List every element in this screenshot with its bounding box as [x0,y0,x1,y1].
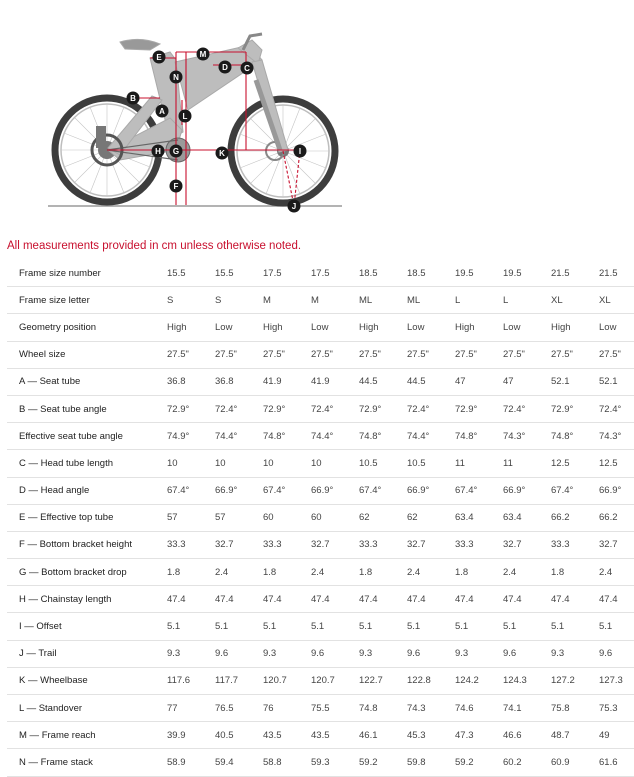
table-cell: 74.8° [539,423,587,450]
table-row [7,341,634,368]
table-row [7,423,634,450]
svg-text:B: B [130,94,136,103]
table-cell: 9.6 [299,640,347,667]
svg-text:N: N [173,73,179,82]
table-cell: High [443,314,491,341]
table-cell: 1.8 [443,559,491,586]
marker-c [241,62,254,75]
table-cell: L [491,287,539,314]
row-label: Effective seat tube angle [7,423,155,450]
table-cell: 66.9° [587,477,634,504]
table-cell: 47.4 [299,586,347,613]
table-cell: 74.4° [203,423,251,450]
table-cell: 44.5 [395,368,443,395]
table-row [7,640,634,667]
marker-k [216,147,229,160]
marker-m [197,48,210,61]
table-cell: 75.5 [299,695,347,722]
table-cell: 27.5" [251,341,299,368]
table-cell: 40.5 [203,722,251,749]
table-cell: 32.7 [491,531,539,558]
table-cell: 2.4 [587,559,634,586]
table-cell: 120.7 [299,667,347,694]
table-cell: 33.3 [347,531,395,558]
table-row [7,504,634,531]
table-cell: 72.9° [347,395,395,422]
marker-d [219,61,232,74]
table-cell: 18.5 [395,260,443,287]
row-label: F — Bottom bracket height [7,531,155,558]
table-cell: 2.4 [395,559,443,586]
table-cell: 74.4° [299,423,347,450]
table-cell: 5.1 [443,613,491,640]
table-cell: 9.6 [587,640,634,667]
table-cell: 74.4° [395,423,443,450]
row-label: K — Wheelbase [7,667,155,694]
row-label: M — Frame reach [7,722,155,749]
svg-text:C: C [244,64,250,73]
row-label: A — Seat tube [7,368,155,395]
table-cell: 10.5 [347,450,395,477]
table-cell: 5.1 [203,613,251,640]
table-cell: 10 [251,450,299,477]
table-cell: 59.2 [443,749,491,776]
table-cell: 74.3° [587,423,634,450]
table-cell: 72.4° [299,395,347,422]
table-cell: 9.6 [491,640,539,667]
table-cell: 9.3 [155,640,203,667]
table-cell: 72.9° [443,395,491,422]
table-cell: 120.7 [251,667,299,694]
units-note: All measurements provided in cm unless otherwise noted. [7,240,302,252]
table-cell: 75.8 [539,695,587,722]
marker-i [294,145,307,158]
geometry-table [7,260,634,777]
table-cell: 59.2 [347,749,395,776]
table-cell: ML [347,287,395,314]
table-cell: 12.5 [587,450,634,477]
row-label: I — Offset [7,613,155,640]
table-cell: L [443,287,491,314]
table-row [7,395,634,422]
table-cell: 1.8 [539,559,587,586]
table-cell: 32.7 [203,531,251,558]
table-row [7,450,634,477]
table-cell: 47.4 [251,586,299,613]
table-cell: 10.5 [395,450,443,477]
table-cell: 72.9° [251,395,299,422]
table-cell: Low [395,314,443,341]
table-cell: S [203,287,251,314]
table-cell: 63.4 [491,504,539,531]
svg-text:A: A [159,107,165,116]
row-label: C — Head tube length [7,450,155,477]
table-cell: 60 [299,504,347,531]
row-label: N — Frame stack [7,749,155,776]
table-cell: 5.1 [299,613,347,640]
table-cell: 47 [491,368,539,395]
table-row [7,613,634,640]
table-cell: 74.8 [347,695,395,722]
bike-illustration [0,0,634,232]
table-cell: 72.4° [203,395,251,422]
table-cell: 5.1 [491,613,539,640]
table-row [7,531,634,558]
table-cell: 47.4 [155,586,203,613]
table-cell: S [155,287,203,314]
geometry-table-body [7,260,634,776]
table-cell: 36.8 [203,368,251,395]
table-cell: 27.5" [203,341,251,368]
table-cell: 58.9 [155,749,203,776]
table-cell: 46.6 [491,722,539,749]
table-cell: 43.5 [299,722,347,749]
table-cell: 27.5" [155,341,203,368]
table-cell: 72.4° [491,395,539,422]
table-cell: 27.5" [395,341,443,368]
table-cell: 59.8 [395,749,443,776]
table-cell: M [299,287,347,314]
table-cell: 9.3 [443,640,491,667]
table-cell: 2.4 [299,559,347,586]
table-row [7,260,634,287]
svg-text:D: D [222,63,228,72]
table-row [7,667,634,694]
table-cell: 52.1 [539,368,587,395]
svg-text:F: F [173,182,179,191]
marker-e [153,51,166,64]
table-cell: 41.9 [251,368,299,395]
table-cell: 27.5" [299,341,347,368]
table-cell: XL [539,287,587,314]
table-cell: 47.4 [443,586,491,613]
table-cell: 63.4 [443,504,491,531]
table-row [7,287,634,314]
table-cell: 60.2 [491,749,539,776]
table-cell: 33.3 [443,531,491,558]
table-cell: 72.9° [539,395,587,422]
marker-j [288,200,301,213]
table-cell: 62 [347,504,395,531]
table-cell: 67.4° [155,477,203,504]
table-cell: 27.5" [443,341,491,368]
table-cell: 67.4° [251,477,299,504]
table-cell: 67.4° [443,477,491,504]
table-cell: 18.5 [347,260,395,287]
table-cell: 1.8 [347,559,395,586]
table-cell: 60.9 [539,749,587,776]
row-label: G — Bottom bracket drop [7,559,155,586]
table-cell: 47.3 [443,722,491,749]
table-cell: 9.3 [251,640,299,667]
table-cell: 66.9° [299,477,347,504]
table-row [7,314,634,341]
table-cell: 72.9° [155,395,203,422]
table-cell: 66.2 [539,504,587,531]
marker-g [170,145,183,158]
table-cell: 117.6 [155,667,203,694]
table-cell: 19.5 [443,260,491,287]
table-cell: 57 [203,504,251,531]
marker-h [152,145,165,158]
table-cell: 9.3 [539,640,587,667]
svg-text:H: H [155,147,161,156]
table-cell: 17.5 [251,260,299,287]
table-cell: M [251,287,299,314]
row-label: Geometry position [7,314,155,341]
table-cell: 124.2 [443,667,491,694]
table-cell: 124.3 [491,667,539,694]
table-cell: XL [587,287,634,314]
marker-l [179,110,192,123]
table-cell: 72.4° [395,395,443,422]
table-cell: High [347,314,395,341]
table-cell: 5.1 [395,613,443,640]
svg-text:M: M [199,50,207,59]
table-cell: 9.6 [395,640,443,667]
table-cell: 49 [587,722,634,749]
table-cell: 74.9° [155,423,203,450]
table-cell: 57 [155,504,203,531]
table-cell: 5.1 [587,613,634,640]
table-cell: 47.4 [491,586,539,613]
table-cell: 127.3 [587,667,634,694]
row-label: L — Standover [7,695,155,722]
marker-n [170,71,183,84]
svg-text:E: E [156,53,162,62]
table-cell: 122.7 [347,667,395,694]
table-cell: 117.7 [203,667,251,694]
table-cell: 5.1 [155,613,203,640]
table-cell: 66.9° [395,477,443,504]
table-cell: 45.3 [395,722,443,749]
table-cell: 47.4 [347,586,395,613]
table-cell: 33.3 [539,531,587,558]
row-label: Wheel size [7,341,155,368]
table-cell: 74.8° [347,423,395,450]
table-cell: 47.4 [539,586,587,613]
table-cell: 36.8 [155,368,203,395]
table-cell: 1.8 [155,559,203,586]
table-cell: 5.1 [251,613,299,640]
table-cell: 10 [299,450,347,477]
table-cell: 76.5 [203,695,251,722]
row-label: J — Trail [7,640,155,667]
row-label: D — Head angle [7,477,155,504]
svg-text:L: L [182,112,188,121]
table-cell: 33.3 [155,531,203,558]
table-cell: 43.5 [251,722,299,749]
marker-a [156,105,169,118]
table-cell: 32.7 [587,531,634,558]
table-cell: 5.1 [347,613,395,640]
table-cell: 27.5" [587,341,634,368]
table-cell: 74.1 [491,695,539,722]
table-cell: 33.3 [251,531,299,558]
table-cell: Low [587,314,634,341]
svg-text:J: J [291,202,297,211]
table-cell: Low [299,314,347,341]
table-cell: 32.7 [299,531,347,558]
table-row [7,559,634,586]
table-cell: 2.4 [491,559,539,586]
table-cell: 11 [491,450,539,477]
table-cell: 11 [443,450,491,477]
table-cell: ML [395,287,443,314]
table-cell: 75.3 [587,695,634,722]
table-row [7,368,634,395]
table-cell: 17.5 [299,260,347,287]
table-cell: 47.4 [395,586,443,613]
table-row [7,749,634,776]
row-label: Frame size number [7,260,155,287]
table-cell: 61.6 [587,749,634,776]
table-cell: 39.9 [155,722,203,749]
table-cell: 47 [443,368,491,395]
table-row [7,695,634,722]
table-cell: 74.6 [443,695,491,722]
table-cell: High [155,314,203,341]
table-cell: 74.3 [395,695,443,722]
table-cell: 66.2 [587,504,634,531]
table-cell: 122.8 [395,667,443,694]
table-cell: 2.4 [203,559,251,586]
table-cell: 19.5 [491,260,539,287]
table-cell: 59.3 [299,749,347,776]
table-cell: 48.7 [539,722,587,749]
table-cell: 74.3° [491,423,539,450]
table-cell: 15.5 [155,260,203,287]
table-cell: 52.1 [587,368,634,395]
svg-text:G: G [172,147,180,156]
table-cell: 67.4° [347,477,395,504]
table-cell: 46.1 [347,722,395,749]
table-cell: High [251,314,299,341]
row-label: H — Chainstay length [7,586,155,613]
table-cell: 74.8° [443,423,491,450]
table-cell: 47.4 [587,586,634,613]
svg-text:I: I [298,147,302,156]
table-cell: 58.8 [251,749,299,776]
table-cell: 21.5 [539,260,587,287]
table-cell: High [539,314,587,341]
table-cell: 9.6 [203,640,251,667]
table-cell: 15.5 [203,260,251,287]
row-label: B — Seat tube angle [7,395,155,422]
table-cell: Low [491,314,539,341]
table-cell: 67.4° [539,477,587,504]
table-cell: 66.9° [203,477,251,504]
table-cell: 32.7 [395,531,443,558]
svg-text:K: K [219,149,225,158]
table-cell: 9.3 [347,640,395,667]
table-row [7,586,634,613]
table-row [7,722,634,749]
table-cell: 5.1 [539,613,587,640]
geometry-diagram [0,0,634,232]
table-cell: 41.9 [299,368,347,395]
table-cell: 59.4 [203,749,251,776]
table-cell: 127.2 [539,667,587,694]
table-cell: 74.8° [251,423,299,450]
table-cell: 66.9° [491,477,539,504]
table-cell: 44.5 [347,368,395,395]
row-label: E — Effective top tube [7,504,155,531]
table-cell: 27.5" [347,341,395,368]
table-cell: 1.8 [251,559,299,586]
table-cell: 77 [155,695,203,722]
marker-b [127,92,140,105]
table-cell: 47.4 [203,586,251,613]
table-cell: 76 [251,695,299,722]
marker-f [170,180,183,193]
table-cell: 10 [155,450,203,477]
table-cell: 21.5 [587,260,634,287]
table-cell: 27.5" [539,341,587,368]
table-cell: 27.5" [491,341,539,368]
row-label: Frame size letter [7,287,155,314]
table-cell: 12.5 [539,450,587,477]
table-cell: 10 [203,450,251,477]
table-cell: 62 [395,504,443,531]
table-cell: 72.4° [587,395,634,422]
table-cell: 60 [251,504,299,531]
table-row [7,477,634,504]
table-cell: Low [203,314,251,341]
